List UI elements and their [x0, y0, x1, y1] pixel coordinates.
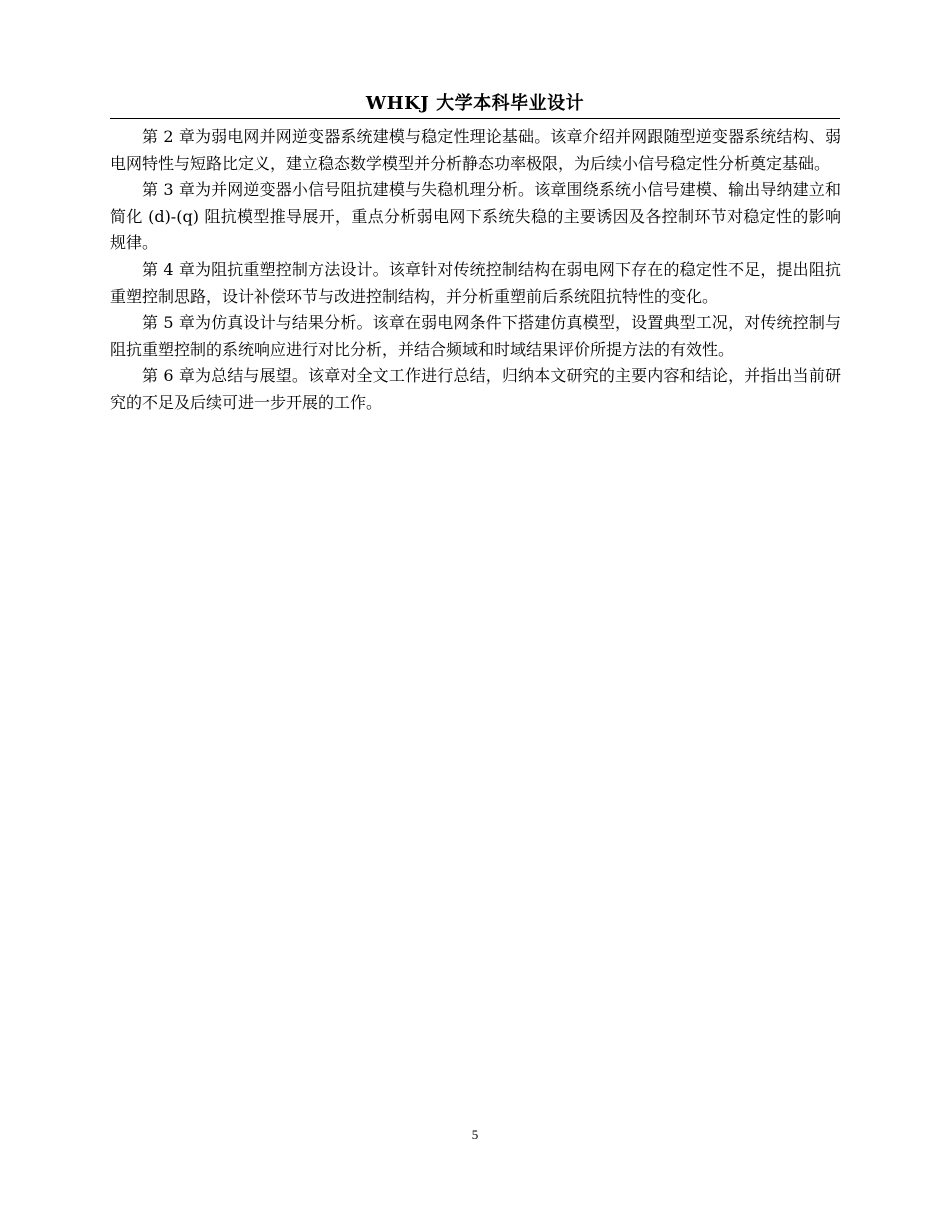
header-title: WHKJ 大学本科毕业设计 [365, 93, 585, 114]
paragraph-chapter-3: 第 3 章为并网逆变器小信号阻抗建模与失稳机理分析。该章围绕系统小信号建模、输出导纳建立和简化 (d)-(q) 阻抗模型推导展开，重点分析弱电网下系统失稳的主要诱因及各控制环节对稳定性的影响规律。 [110, 180, 841, 253]
paragraph-chapter-4: 第 4 章为阻抗重塑控制方法设计。该章针对传统控制结构在弱电网下存在的稳定性不足，提出阻抗重塑控制思路，设计补偿环节与改进控制结构，并分析重塑前后系统阻抗特性的变化。 [110, 259, 841, 306]
paragraph-chapter-5: 第 5 章为仿真设计与结果分析。该章在弱电网条件下搭建仿真模型，设置典型工况，对传统控制与阻抗重塑控制的系统响应进行对比分析，并结合频域和时域结果评价所提方法的有效性。 [110, 313, 841, 359]
page-number: 5 [471, 1127, 479, 1142]
page-header [110, 92, 840, 119]
paragraph-chapter-6: 第 6 章为总结与展望。该章对全文工作进行总结，归纳本文研究的主要内容和结论，并指出当前研究的不足及后续可进一步开展的工作。 [110, 366, 841, 412]
body-text [110, 124, 841, 417]
paragraph-chapter-2: 第 2 章为弱电网并网逆变器系统建模与稳定性理论基础。该章介绍并网跟随型逆变器系统结构、弱电网特性与短路比定义，建立稳态数学模型并分析静态功率极限，为后续小信号稳定性分析奠定基础。 [110, 127, 841, 173]
